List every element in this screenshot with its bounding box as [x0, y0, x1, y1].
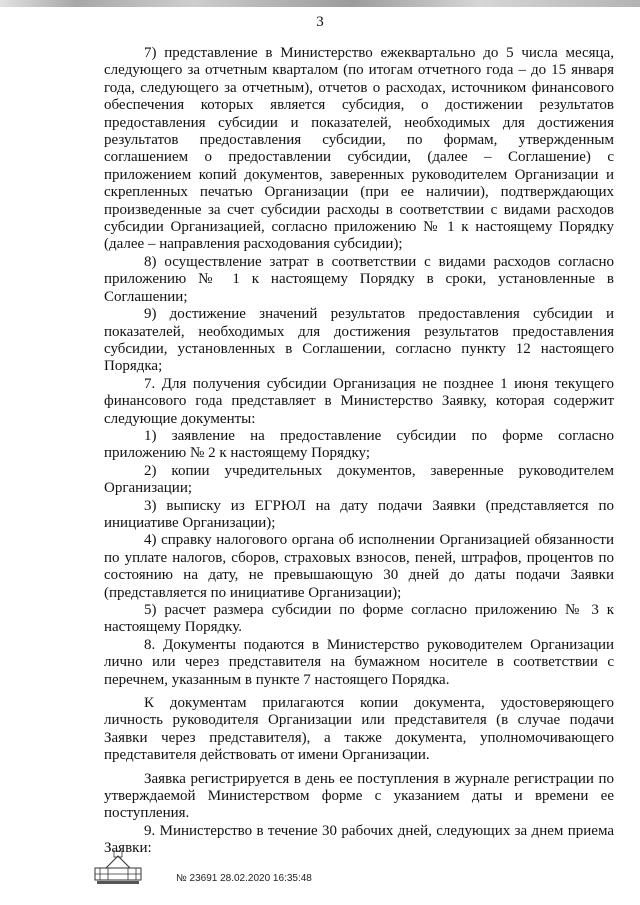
paragraph-clause-9: 9. Министерство в течение 30 рабочих дней, следующих за днем приема Заявки:	[104, 822, 614, 857]
paragraph-item-7: 7) представление в Министерство ежеквартально до 5 числа месяца, следующего за отчетным кварталом (по итогам отчетного года – до 15 января года, следующего за отчетным), отчетов о расходах, источником финансового обеспечения которых является субсидия, о достижении результатов предоставления субсидии и показателей, необходимых для достижения результатов предоставления субсидии, по формам, утвержденным соглашением о предоставлении субсидии, (далее – Соглашение) с приложением копий документов, заверенных руководителем Организации и скрепленных печатью Организации (при ее наличии), подтверждающих произведенные за счет субсидии расходы в соответствии с видами расходов субсидии Организацией, согласно приложению № 1 к настоящему Порядку (далее – направления расходования субсидии);	[104, 45, 614, 253]
paragraph-registration: Заявка регистрируется в день ее поступления в журнале регистрации по утверждаемой Министерством форме с указанием даты и времени ее поступления.	[104, 770, 614, 822]
registration-mark: № 23691 28.02.2020 16:35:48	[176, 873, 312, 884]
paragraph-doc-4: 4) справку налогового органа об исполнении Организацией обязанности по уплате налогов, сборов, страховых взносов, пеней, штрафов, процентов по состоянию на дату, не превышающую 30 дней до даты подачи Заявки (представляется по инициативе Организации);	[104, 532, 614, 601]
paragraph-doc-3: 3) выписку из ЕГРЮЛ на дату подачи Заявки (представляется по инициативе Организации);	[104, 497, 614, 531]
page-number: 3	[316, 14, 324, 30]
paragraph-item-9: 9) достижение значений результатов предоставления субсидии и показателей, необходимых для достижения результатов предоставления субсидии, установленных в Соглашении, согласно пункту 12 настоящего Порядка;	[104, 306, 614, 375]
scan-edge	[0, 0, 640, 7]
paragraph-doc-5: 5) расчет размера субсидии по форме согласно приложению № 3 к настоящему Порядку.	[104, 602, 614, 636]
paragraph-doc-1: 1) заявление на предоставление субсидии по форме согласно приложению № 2 к настоящему Порядку;	[104, 427, 614, 462]
paragraph-doc-2: 2) копии учредительных документов, заверенные руководителем Организации;	[104, 462, 614, 497]
paragraph-clause-7: 7. Для получения субсидии Организация не позднее 1 июня текущего финансового года представляет в Министерство Заявку, которая содержит следующие документы:	[104, 375, 614, 427]
paragraph-item-8: 8) осуществление затрат в соответствии с видами расходов согласно приложению № 1 к настоящему Порядку в сроки, установленные в Соглашении;	[104, 253, 614, 305]
paragraph-attachments: К документам прилагаются копии документа, удостоверяющего личность руководителя Организации или представителя (в случае подачи Заявки через представителя), а также документа, уполномочивающего представителя действовать от имени Организации.	[104, 695, 614, 764]
paragraph-clause-8: 8. Документы подаются в Министерство руководителем Организации лично или через представителя на бумажном носителе в соответствии с перечнем, указанным в пункте 7 настоящего Порядка.	[104, 636, 614, 688]
government-emblem-icon	[92, 848, 144, 886]
document-body	[104, 45, 614, 858]
